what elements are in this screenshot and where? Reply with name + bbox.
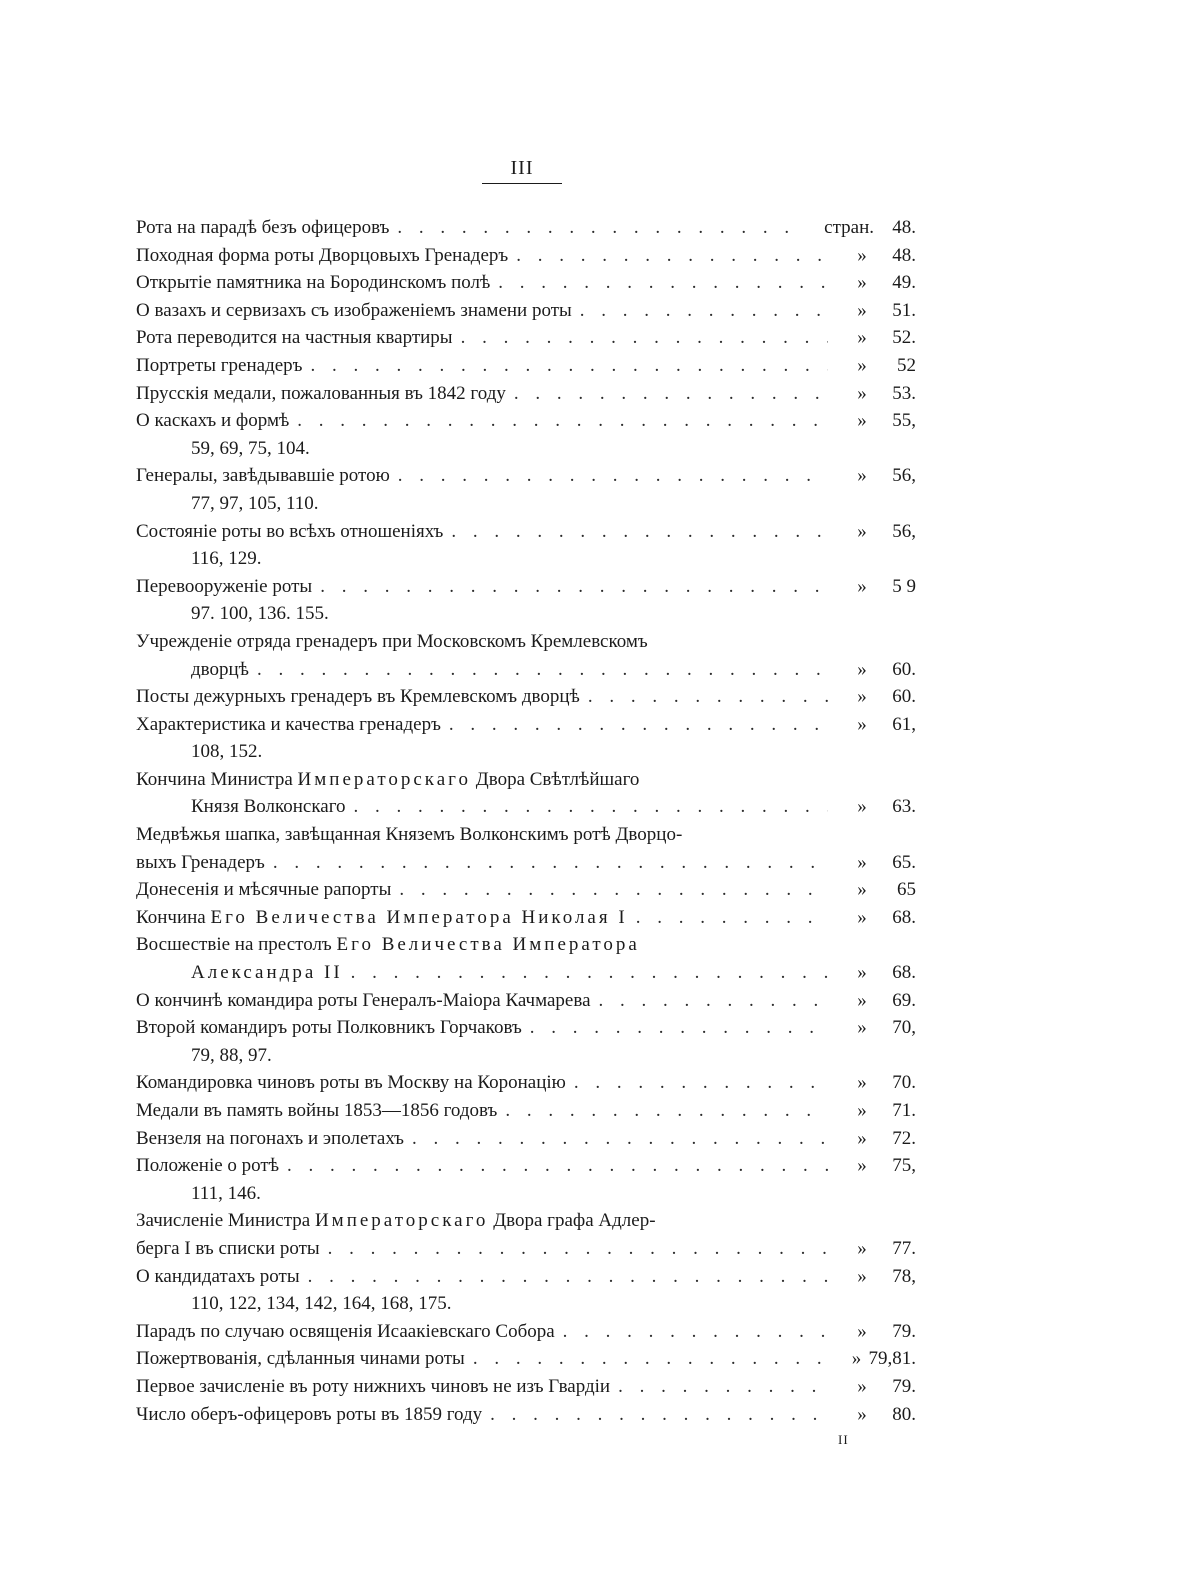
entry-title: Генералы, завѣдывавшіе ротою: [136, 465, 390, 487]
leader-dots: [279, 1152, 828, 1180]
entry-page: 63.: [892, 796, 916, 818]
entry-page: 52: [897, 354, 916, 376]
entry-page: 55,: [892, 410, 916, 432]
ditto-mark: »: [857, 1017, 867, 1039]
leader-dots: [490, 269, 828, 297]
entry-title: Вензеля на погонахъ и эполетахъ: [136, 1127, 404, 1149]
leader-dots: [522, 1014, 828, 1042]
continuation-pages: 79, 88, 97.: [191, 1044, 272, 1066]
entry-title-post: Двора Свѣтлѣйшаго: [471, 768, 640, 790]
ditto-mark: »: [857, 713, 867, 735]
header-rule: [482, 183, 562, 184]
entry-title-line2: дворцѣ: [191, 658, 249, 680]
entry-title: Характеристика и качества гренадеръ: [136, 713, 441, 735]
ditto-mark: »: [857, 796, 867, 818]
entry-title-line2: Князя Волконскаго: [191, 796, 346, 818]
leader-dots: [591, 987, 828, 1015]
entry-page: 68.: [892, 962, 916, 984]
ditto-mark: »: [857, 686, 867, 708]
ditto-mark: »: [857, 1100, 867, 1121]
ditto-mark: »: [857, 879, 867, 901]
entry-page: 77.: [892, 1237, 916, 1259]
entry-title-line2: Александра II: [191, 962, 343, 984]
entry-title-post: Двора графа Адлер-: [488, 1210, 656, 1232]
entry-page: 60.: [892, 658, 916, 680]
leader-dots: [508, 242, 828, 270]
toc-entry: [136, 407, 916, 435]
entry-title: Медвѣжья шапка, завѣщанная Княземъ Волконскимъ ротѣ Дворцо-: [136, 824, 683, 846]
entry-page: 79.: [892, 1320, 916, 1342]
entry-page: 51.: [892, 299, 916, 321]
ditto-mark: »: [857, 465, 867, 487]
entry-title: О каскахъ и формѣ: [136, 410, 290, 432]
leader-dots: [389, 214, 806, 242]
toc-entry: [136, 1014, 916, 1042]
entry-title-line2: берга I въ списки роты: [136, 1237, 320, 1259]
page-number: III: [510, 157, 534, 179]
entry-page: 69.: [892, 989, 916, 1011]
toc-entry: [136, 821, 916, 849]
entry-page: 78,: [892, 1265, 916, 1287]
leader-dots: [404, 1125, 828, 1153]
leader-dots: [443, 518, 828, 546]
table-of-contents: [136, 214, 916, 1428]
ditto-mark: »: [857, 1265, 867, 1287]
leader-dots: [506, 380, 828, 408]
entry-page: 79.: [892, 1375, 916, 1397]
toc-entry: [136, 987, 916, 1015]
ditto-mark: »: [857, 1237, 867, 1259]
toc-entry-line2: [136, 959, 916, 987]
toc-entry: [136, 766, 916, 794]
toc-entry: [136, 1401, 916, 1429]
ditto-mark: »: [857, 1375, 867, 1397]
entry-title: О кончинѣ командира роты Генералъ-Маіора Качмарева: [136, 989, 591, 1011]
entry-title-spaced: Его Величества Императора: [336, 934, 640, 956]
toc-entry: [136, 1152, 916, 1180]
ditto-mark: »: [857, 327, 867, 349]
leader-dots: [303, 352, 828, 380]
entry-page: 75,: [892, 1155, 916, 1177]
entry-page: 52.: [892, 327, 916, 349]
entry-page: 72.: [892, 1127, 916, 1149]
toc-entry: [136, 518, 916, 546]
entry-page: 68.: [892, 906, 916, 928]
continuation-pages: 108, 152.: [191, 741, 263, 763]
entry-title: Второй командиръ роты Полковникъ Горчаковъ: [136, 1017, 522, 1039]
entry-title: Походная форма роты Дворцовыхъ Гренадеръ: [136, 244, 509, 266]
entry-title: Посты дежурныхъ гренадеръ въ Кремлевскомъ дворцѣ: [136, 686, 580, 708]
continuation-pages: 59, 69, 75, 104.: [191, 437, 310, 459]
entry-title: Рота переводится на частныя квартиры: [136, 327, 453, 349]
entry-title-spaced: Императорскаго: [297, 768, 472, 790]
leader-dots: [391, 876, 828, 904]
entry-title: Портреты гренадеръ: [136, 354, 303, 376]
entry-title-pre: Зачисленіе Министра: [136, 1210, 315, 1232]
ditto-mark: »: [857, 1127, 867, 1149]
ditto-mark: »: [857, 906, 867, 928]
leader-dots: [289, 407, 828, 435]
toc-entry: [136, 1318, 916, 1346]
toc-entry: [136, 683, 916, 711]
entry-page: 61,: [892, 713, 916, 735]
ditto-mark: »: [857, 299, 867, 321]
toc-entry: [136, 269, 916, 297]
entry-page: 56,: [892, 465, 916, 487]
entry-page: 48.: [892, 244, 916, 266]
entry-page: 65: [897, 879, 916, 901]
leader-dots: [580, 683, 828, 711]
toc-entry: [136, 380, 916, 408]
toc-entry: [136, 297, 916, 325]
toc-entry: [136, 242, 916, 270]
ditto-mark: »: [857, 520, 867, 542]
ditto-mark: »: [857, 575, 867, 597]
entry-title: Положеніе о ротѣ: [136, 1155, 280, 1177]
entry-title: [136, 931, 640, 959]
entry-title: Рота на парадѣ безъ офицеровъ: [136, 217, 390, 238]
toc-entry: [136, 1125, 916, 1153]
entry-title-spaced: Императорскаго: [314, 1210, 489, 1232]
entry-title: Состояніе роты во всѣхъ отношеніяхъ: [136, 520, 444, 542]
entry-title-pre: Кончина: [136, 906, 211, 928]
entry-page: 70,: [892, 1017, 916, 1039]
leader-dots: [572, 297, 828, 325]
leader-dots: [555, 1318, 828, 1346]
leader-dots: [249, 656, 828, 684]
entry-page: 60.: [892, 686, 916, 708]
toc-entry: [136, 711, 916, 739]
toc-entry: [136, 876, 916, 904]
leader-dots: [320, 1235, 828, 1263]
ditto-mark: »: [857, 658, 867, 680]
leader-dots: [465, 1345, 828, 1373]
ditto-mark: »: [857, 272, 867, 294]
entry-title: Командировка чиновъ роты въ Москву на Коронацію: [136, 1072, 566, 1094]
entry-title-pre: Кончина Министра: [136, 768, 298, 790]
ditto-mark: »: [857, 1155, 867, 1177]
page-prefix: стран.: [824, 217, 874, 238]
toc-entry-line2: [136, 1235, 916, 1263]
entry-title-line2: выхъ Гренадеръ: [136, 851, 265, 873]
entry-title: Число оберъ-офицеровъ роты въ 1859 году: [136, 1403, 483, 1425]
entry-title: Медали въ память войны 1853—1856 годовъ: [136, 1100, 498, 1121]
entry-title: Первое зачисленіе въ роту нижнихъ чиновъ не изъ Гвардіи: [136, 1375, 611, 1397]
entry-title: [136, 904, 628, 932]
entry-page: 79,81.: [868, 1348, 916, 1370]
leader-dots: [300, 1263, 828, 1291]
entry-page: 53.: [892, 382, 916, 404]
leader-dots: [628, 904, 828, 932]
continuation-pages: 110, 122, 134, 142, 164, 168, 175.: [191, 1293, 452, 1315]
toc-entry: [136, 352, 916, 380]
leader-dots: [566, 1069, 828, 1097]
continuation-pages: 77, 97, 105, 110.: [191, 492, 319, 514]
ditto-mark: »: [851, 1348, 862, 1370]
entry-title: Открытіе памятника на Бородинскомъ полѣ: [136, 272, 491, 294]
ditto-mark: »: [857, 989, 867, 1011]
toc-entry-line2: [136, 793, 916, 821]
ditto-mark: »: [857, 1403, 867, 1425]
entry-title: Пожертвованія, сдѣланныя чинами роты: [136, 1348, 465, 1370]
toc-entry: [136, 628, 916, 656]
ditto-mark: »: [857, 244, 867, 266]
entry-title: [136, 1207, 656, 1235]
entry-page: 5 9: [892, 575, 916, 597]
leader-dots: [441, 711, 828, 739]
toc-entry: [136, 931, 916, 959]
entry-page: 65.: [892, 851, 916, 873]
entry-title: Прусскія медали, пожалованныя въ 1842 году: [136, 382, 506, 404]
toc-entry-line2: [136, 849, 916, 877]
leader-dots: [610, 1373, 828, 1401]
toc-entry: [136, 214, 916, 242]
continuation-pages: 116, 129.: [191, 548, 262, 570]
ditto-mark: »: [857, 1320, 867, 1342]
leader-dots: [453, 324, 828, 352]
entry-page: 56,: [892, 520, 916, 542]
ditto-mark: »: [857, 851, 867, 873]
toc-entry: [136, 573, 916, 601]
toc-entry: [136, 1373, 916, 1401]
toc-entry: [136, 324, 916, 352]
entry-title: Донесенія и мѣсячные рапорты: [136, 879, 392, 901]
ditto-mark: »: [857, 354, 867, 376]
ditto-mark: »: [857, 962, 867, 984]
toc-entry: [136, 1097, 916, 1125]
toc-entry-line2: [136, 656, 916, 684]
toc-entry: [136, 1207, 916, 1235]
entry-title: О вазахъ и сервизахъ съ изображеніемъ знамени роты: [136, 299, 572, 321]
entry-title: О кандидатахъ роты: [136, 1265, 300, 1287]
continuation-pages: 97. 100, 136. 155.: [191, 603, 329, 625]
entry-title: [136, 766, 639, 794]
entry-page: 48.: [892, 217, 916, 238]
entry-page: 71.: [892, 1100, 916, 1121]
toc-entry: [136, 1345, 916, 1373]
toc-entry: [136, 904, 916, 932]
entry-page: 80.: [892, 1403, 916, 1425]
leader-dots: [312, 573, 828, 601]
toc-entry: [136, 462, 916, 490]
leader-dots: [497, 1097, 828, 1125]
ditto-mark: »: [857, 410, 867, 432]
entry-title: Парадъ по случаю освященія Исаакіевскаго Собора: [136, 1320, 555, 1342]
entry-page: 49.: [892, 272, 916, 294]
ditto-mark: »: [857, 382, 867, 404]
toc-entry: [136, 1263, 916, 1291]
leader-dots: [343, 959, 828, 987]
toc-entry: [136, 1069, 916, 1097]
continuation-pages: 111, 146.: [191, 1182, 261, 1204]
leader-dots: [265, 849, 828, 877]
entry-title: Перевооруженіе роты: [136, 575, 313, 597]
leader-dots: [346, 793, 828, 821]
entry-title-spaced: Его Величества Императора Николая I: [210, 906, 628, 928]
entry-title-pre: Восшествіе на престолъ: [136, 934, 337, 956]
signature-mark: II: [838, 1432, 849, 1447]
ditto-mark: »: [857, 1072, 867, 1094]
entry-title: Учрежденіе отряда гренадеръ при Московскомъ Кремлевскомъ: [136, 630, 648, 652]
entry-page: 70.: [892, 1072, 916, 1094]
leader-dots: [482, 1401, 828, 1429]
leader-dots: [390, 462, 828, 490]
